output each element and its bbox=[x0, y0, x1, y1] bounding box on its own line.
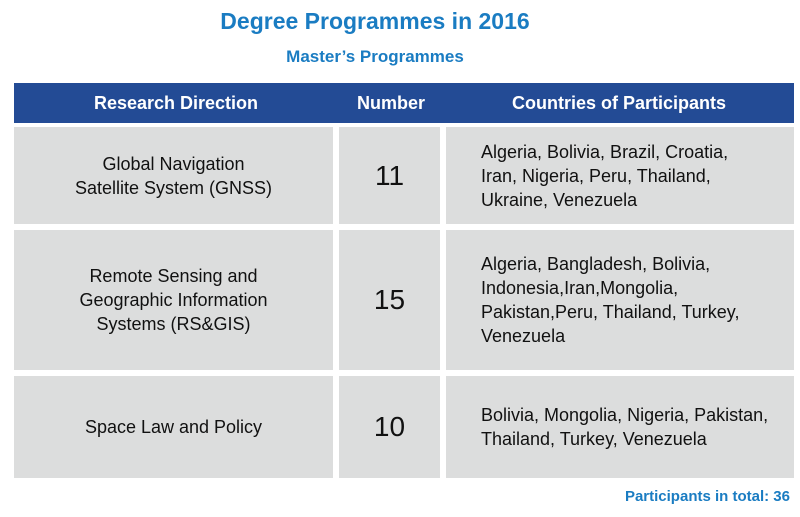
number-text: 15 bbox=[373, 284, 406, 315]
number-text: 10 bbox=[373, 411, 406, 442]
header-number: Number bbox=[356, 93, 425, 113]
table-cell-countries bbox=[446, 230, 794, 370]
header-countries: Countries of Participants bbox=[511, 93, 727, 113]
table-cell-number bbox=[339, 127, 440, 224]
table-cell-countries bbox=[446, 127, 794, 224]
number-text: 11 bbox=[374, 159, 405, 191]
direction-text: Space Law and Policy bbox=[84, 417, 263, 437]
page-title: Degree Programmes in 2016 bbox=[220, 8, 530, 34]
table-header bbox=[14, 83, 794, 123]
table-cell-direction bbox=[14, 127, 333, 224]
header-research-direction: Research Direction bbox=[93, 93, 259, 113]
page-subtitle: Master’s Programmes bbox=[286, 47, 464, 66]
table-cell-number bbox=[339, 376, 440, 478]
table-cell-number bbox=[339, 230, 440, 370]
direction-text: Global Navigation Satellite System (GNSS) bbox=[74, 153, 273, 198]
countries-text: Algeria, Bolivia, Brazil, Croatia, Iran, Nigeria, Peru, Thailand, Ukraine, Venezuela bbox=[481, 141, 729, 210]
direction-text: Remote Sensing and Geographic Information Systems (RS&GIS) bbox=[79, 266, 268, 334]
table-cell-direction bbox=[14, 376, 333, 478]
countries-text: Bolivia, Mongolia, Nigeria, Pakistan, Thailand, Turkey, Venezuela bbox=[481, 405, 769, 449]
participants-total: Participants in total: 36 bbox=[624, 488, 790, 505]
countries-text: Algeria, Bangladesh, Bolivia, Indonesia,Iran,Mongolia, Pakistan,Peru, Thailand, Turkey, Venezuela bbox=[481, 254, 740, 346]
table-cell-countries bbox=[446, 376, 794, 478]
table-cell-direction bbox=[14, 230, 333, 370]
